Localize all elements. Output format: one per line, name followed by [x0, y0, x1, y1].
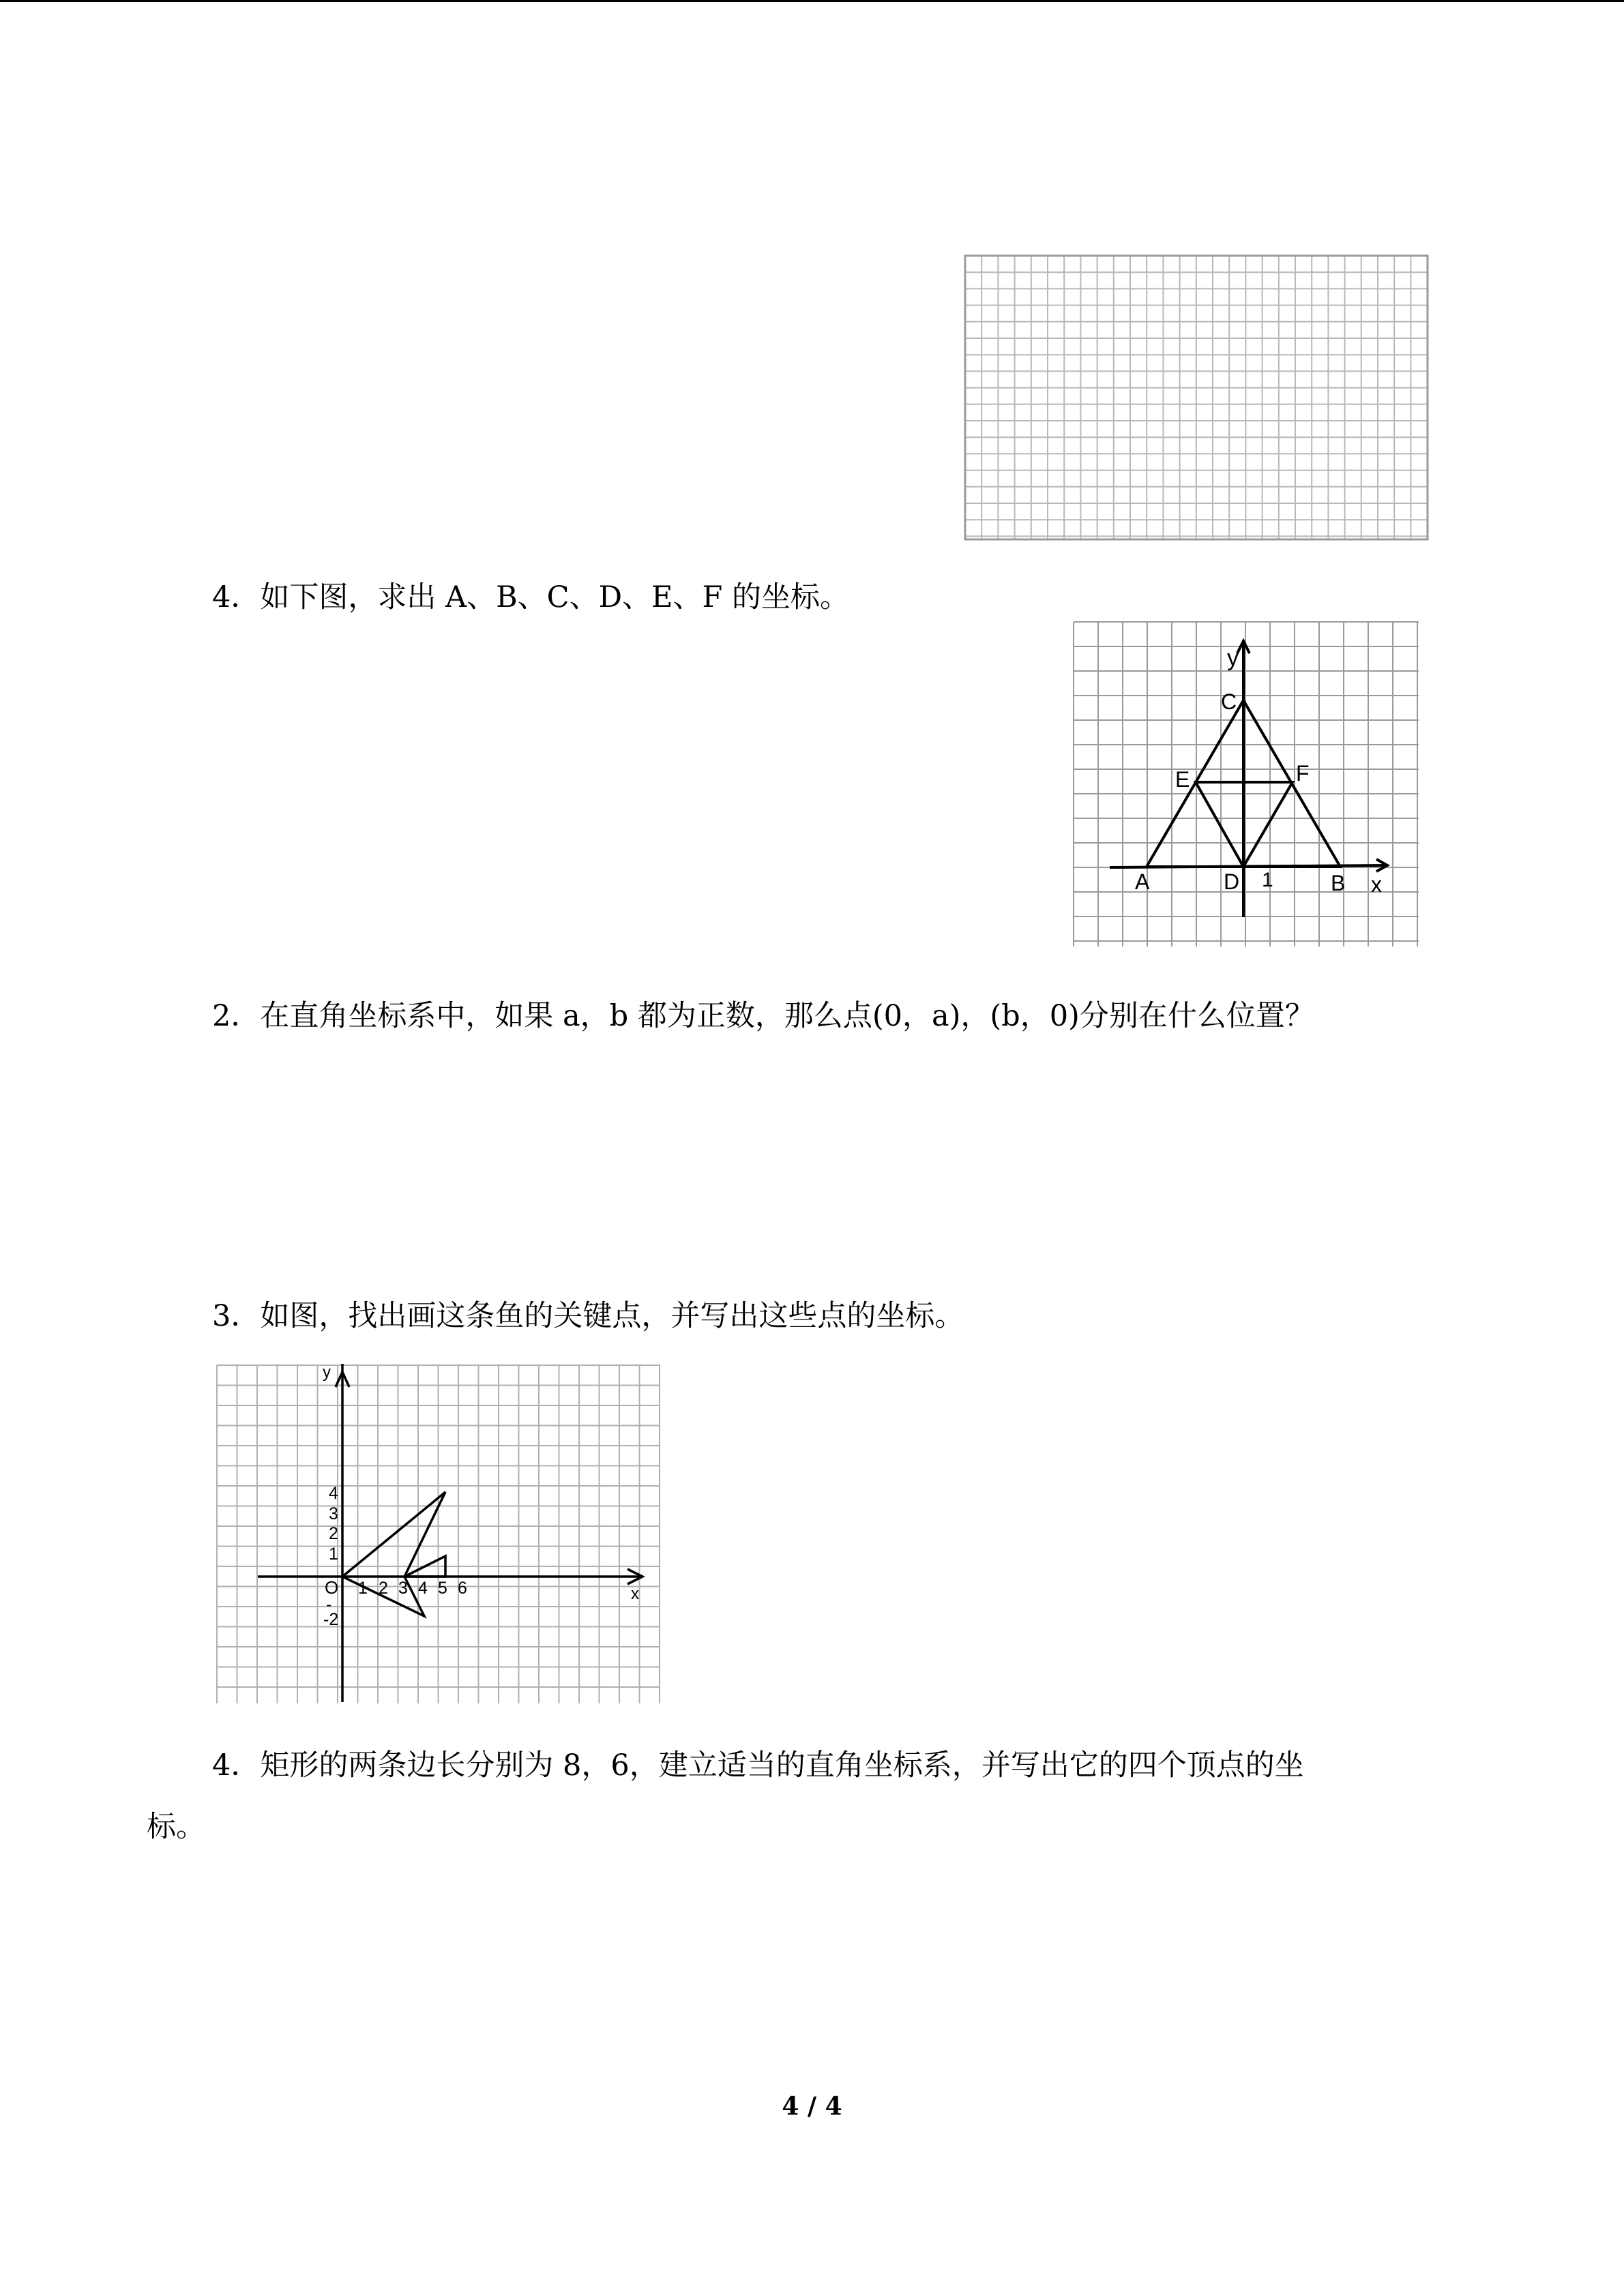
triangle-axis-y-label: y [1227, 645, 1239, 671]
point-b-label: B [1331, 871, 1346, 895]
point-d-label: D [1224, 869, 1240, 894]
x-tick-2: 2 [379, 1579, 388, 1598]
question-4-b-line-2: 标。 [147, 1810, 205, 1844]
x-tick-1: 1 [358, 1579, 368, 1598]
point-e-label: E [1175, 767, 1190, 792]
question-3: 3．如图，找出画这条鱼的关键点，并写出这些点的坐标。 [212, 1299, 964, 1333]
blank-grid-figure [964, 254, 1429, 541]
y-tick-4: 4 [329, 1484, 338, 1503]
blank-grid-lines [965, 256, 1428, 539]
y-tick-2: 2 [329, 1524, 338, 1543]
triangle-figure [1072, 621, 1420, 948]
fish-origin-label: O [325, 1577, 339, 1598]
triangle-axis-x-label: x [1371, 872, 1382, 897]
tick-1-label: 1 [1262, 869, 1273, 891]
fish-axis-x-label: x [631, 1585, 639, 1603]
question-2: 2．在直角坐标系中，如果 a，b 都为正数，那么点(0，a)，(b，0)分别在什么位置？ [212, 999, 1314, 1033]
page-number: 4 / 4 [782, 2092, 842, 2121]
x-tick-4: 4 [418, 1579, 428, 1598]
x-tick-3: 3 [398, 1579, 408, 1598]
point-f-label: F [1296, 761, 1310, 786]
question-4-a: 4．如下图，求出 A、B、C、D、E、F 的坐标。 [212, 580, 849, 614]
triangle-grid-lines [1074, 622, 1419, 946]
y-tick-1: 1 [329, 1545, 338, 1564]
y-tick-minus-1: - [326, 1595, 332, 1614]
question-4-b-line-1: 4．矩形的两条边长分别为 8，6，建立适当的直角坐标系，并写出它的四个顶点的坐 [212, 1748, 1304, 1783]
top-border [0, 0, 1624, 2]
point-a-label: A [1135, 869, 1150, 894]
y-tick-minus-2: -2 [323, 1610, 339, 1629]
fish-grid-lines [217, 1365, 660, 1703]
y-tick-3: 3 [329, 1504, 338, 1523]
fish-figure [216, 1364, 662, 1705]
point-c-label: C [1221, 689, 1237, 714]
fish-axis-y-label: y [323, 1364, 331, 1382]
x-tick-5: 5 [438, 1579, 447, 1598]
x-tick-6: 6 [458, 1579, 467, 1598]
